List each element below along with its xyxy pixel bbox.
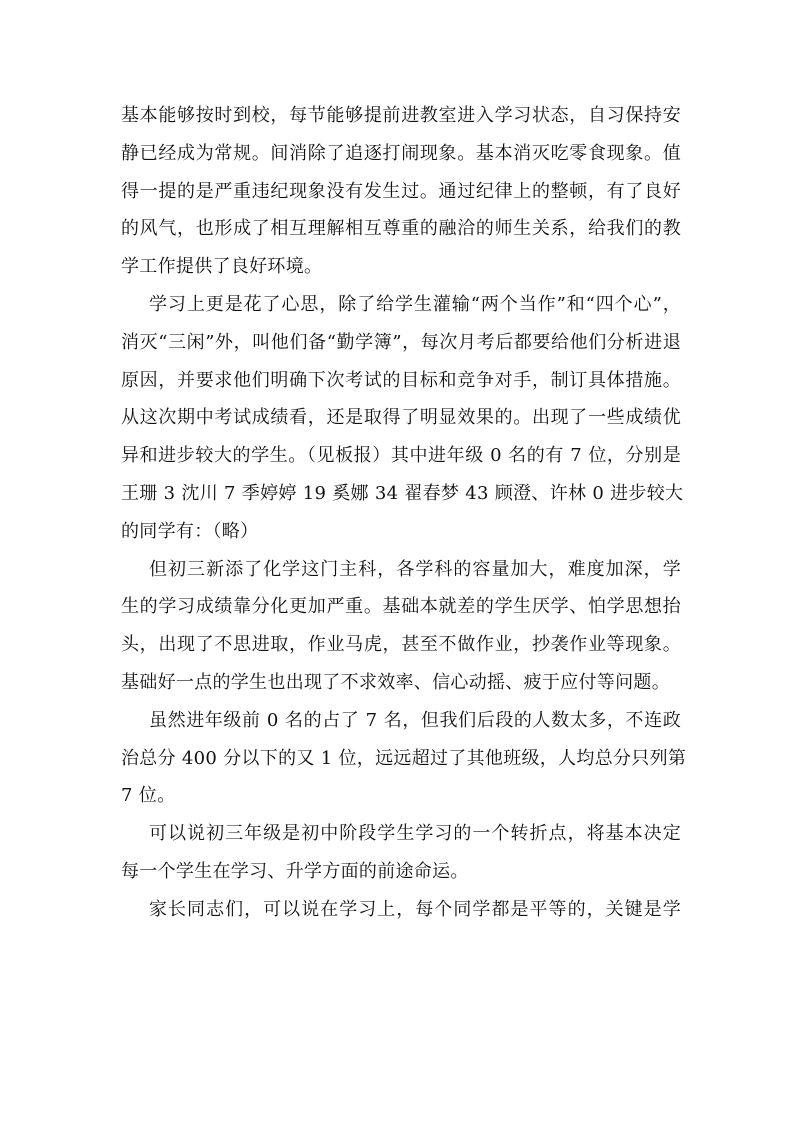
text-line: 静已经成为常规。间消除了追逐打闹现象。基本消灭吃零食现象。值	[121, 142, 681, 164]
text-line: 的同学有：（略）	[121, 520, 259, 542]
text-line: 从这次期中考试成绩看，还是取得了明显效果的。出现了一些成绩优	[121, 407, 681, 429]
text-line: 学工作提供了良好环境。	[121, 256, 323, 278]
text-line: 可以说初三年级是初中阶段学生学习的一个转折点，将基本决定	[149, 823, 681, 845]
text-line: 虽然进年级前 0 名的占了 7 名，但我们后段的人数太多，不连政	[149, 709, 681, 731]
document-body	[121, 97, 687, 929]
text-line: 每一个学生在学习、升学方面的前途命运。	[121, 860, 469, 882]
text-line: 基础好一点的学生也出现了不求效率、信心动摇、疲于应付等问题。	[121, 671, 670, 693]
text-line: 消灭“三闲”外，叫他们备“勤学簿”，每次月考后都要给他们分析进退	[121, 331, 681, 353]
text-line: 治总分 400 分以下的又 1 位，远远超过了其他班级，人均总分只列第	[121, 747, 687, 769]
paragraph	[121, 97, 681, 286]
paragraph	[121, 702, 687, 815]
paragraph	[121, 551, 681, 702]
text-line: 但初三新添了化学这门主科，各学科的容量加大，难度加深，学	[149, 558, 681, 580]
text-line: 生的学习成绩靠分化更加严重。基础本就差的学生厌学、怕学思想抬	[121, 596, 681, 618]
text-line: 异和进步较大的学生。（见板报）其中进年级 0 名的有 7 位，分别是	[121, 445, 681, 467]
paragraph	[121, 891, 681, 929]
text-line: 的风气，也形成了相互理解相互尊重的融洽的师生关系，给我们的教	[121, 218, 681, 240]
text-line: 学习上更是花了心思，除了给学生灌输“两个当作”和“四个心”，	[149, 293, 681, 315]
text-line: 王珊 3 沈川 7 季婷婷 19 奚娜 34 翟春梦 43 顾澄、许林 0 进步较大	[121, 482, 684, 504]
text-line: 得一提的是严重违纪现象没有发生过。通过纪律上的整顿，有了良好	[121, 180, 681, 202]
text-line: 基本能够按时到校，每节能够提前进教室进入学习状态，自习保持安	[121, 105, 681, 126]
paragraph	[121, 815, 681, 891]
text-line: 原因，并要求他们明确下次考试的目标和竞争对手，制订具体措施。	[121, 369, 681, 391]
paragraph	[121, 286, 684, 551]
text-line: 7 位。	[121, 785, 176, 807]
text-line: 头，出现了不思进取，作业马虎，甚至不做作业，抄袭作业等现象。	[121, 634, 681, 656]
text-line: 家长同志们，可以说在学习上，每个同学都是平等的，关键是学	[149, 898, 681, 920]
